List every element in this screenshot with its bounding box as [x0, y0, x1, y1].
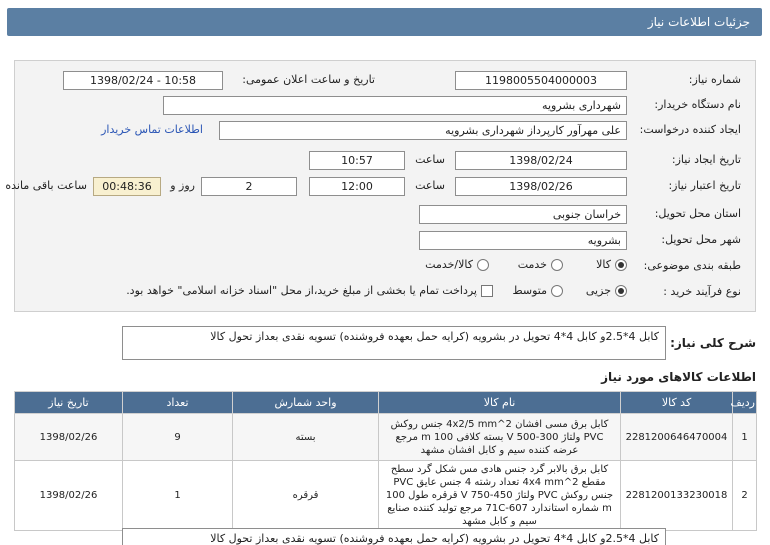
- item-unit: قرقره: [233, 461, 379, 531]
- validity-date-label: تاریخ اعتبار نیاز:: [668, 179, 741, 192]
- col-unit-header: واحد شمارش: [233, 392, 379, 414]
- item-qty: 9: [123, 414, 233, 461]
- created-time-label: ساعت: [415, 153, 445, 166]
- need-number-label: شماره نیاز:: [688, 73, 741, 86]
- created-time-field[interactable]: 10:57: [309, 151, 405, 170]
- buyer-contact-link[interactable]: اطلاعات تماس خریدار: [101, 123, 203, 136]
- checkbox-icon[interactable]: [481, 285, 493, 297]
- col-name-header: نام کالا: [379, 392, 621, 414]
- validity-date-field[interactable]: 1398/02/26: [455, 177, 627, 196]
- category-option-goods[interactable]: کالا: [596, 258, 627, 271]
- table-header-row: [15, 392, 757, 414]
- need-details-panel: [5, 60, 756, 312]
- created-date-label: تاریخ ایجاد نیاز:: [671, 153, 741, 166]
- province-field[interactable]: خراسان جنوبی: [419, 205, 627, 224]
- buyer-org-label: نام دستگاه خریدار:: [654, 98, 741, 111]
- item-code: 2281200133230018: [621, 461, 733, 531]
- validity-days-field[interactable]: 2: [201, 177, 297, 196]
- item-qty: 1: [123, 461, 233, 531]
- remaining-time-field: 00:48:36: [93, 177, 161, 196]
- radio-selected-icon[interactable]: [615, 259, 627, 271]
- item-unit: بسته: [233, 414, 379, 461]
- general-description-label: شرح کلی نیاز:: [670, 336, 756, 350]
- radio-icon[interactable]: [551, 259, 563, 271]
- item-name: کابل برق بالابر گرد جنس هادی مس شکل گرد سطح مقطع 4x4 mm^2 تعداد رشته 4 جنس عایق PVC جنس روکش PVC ولتاژ 450-750 V قرقره طول 100 m شماره استاندارد 607-71C مرجع تولید کننده صنایع سیم و کابل مشهد: [379, 461, 621, 531]
- category-option-service[interactable]: خدمت: [518, 258, 563, 271]
- item-date: 1398/02/26: [15, 461, 123, 531]
- created-date-field[interactable]: 1398/02/24: [455, 151, 627, 170]
- remaining-time-label: ساعت باقی مانده: [5, 179, 87, 192]
- item-date: 1398/02/26: [15, 414, 123, 461]
- need-number-field[interactable]: 1198005504000003: [455, 71, 627, 90]
- goods-table: [14, 391, 757, 531]
- category-option-goods-service[interactable]: کالا/خدمت: [425, 258, 489, 271]
- days-label: روز و: [170, 179, 195, 192]
- validity-time-label: ساعت: [415, 179, 445, 192]
- row-number: 1: [733, 414, 757, 461]
- col-row-header: ردیف: [733, 392, 757, 414]
- row-number: 2: [733, 461, 757, 531]
- purchase-type-label: نوع فرآیند خرید :: [663, 285, 741, 298]
- purchase-type-option-medium[interactable]: متوسط: [512, 284, 563, 297]
- announce-datetime-label: تاریخ و ساعت اعلان عمومی:: [242, 73, 375, 86]
- table-row[interactable]: [15, 414, 757, 461]
- item-name: کابل برق مسی افشان 4x2/5 mm^2 جنس روکش PVC ولتاژ 300-500 V بسته کلافی 100 m مرجع عرضه کننده سیم و کابل افشان مشهد: [379, 414, 621, 461]
- requester-field[interactable]: علی مهرآور کارپرداز شهرداری بشرویه: [219, 121, 627, 140]
- category-label: طبقه بندی موضوعی:: [643, 259, 741, 272]
- announce-datetime-field[interactable]: 1398/02/24 - 10:58: [63, 71, 223, 90]
- validity-time-field[interactable]: 12:00: [309, 177, 405, 196]
- footer-description-field[interactable]: کابل 4*2.5و کابل 4*4 تحویل در بشرویه (کرایه حمل بعهده فروشنده) تسویه نقدی بعداز تحول کالا: [122, 528, 666, 545]
- col-qty-header: تعداد: [123, 392, 233, 414]
- province-label: استان محل تحویل:: [654, 207, 741, 220]
- col-date-header: تاریخ نیاز: [15, 392, 123, 414]
- treasury-payment-checkbox[interactable]: پرداخت تمام یا بخشی از مبلغ خرید،از محل "اسناد خزانه اسلامی" خواهد بود.: [126, 284, 493, 297]
- purchase-type-option-minor[interactable]: جزیی: [586, 284, 627, 297]
- table-row[interactable]: [15, 461, 757, 531]
- goods-section-title: اطلاعات کالاهای مورد نیاز: [601, 370, 756, 384]
- page-title: جزئیات اطلاعات نیاز: [7, 8, 762, 36]
- buyer-org-field[interactable]: شهرداری بشرویه: [163, 96, 627, 115]
- radio-selected-icon[interactable]: [615, 285, 627, 297]
- city-label: شهر محل تحویل:: [661, 233, 741, 246]
- item-code: 2281200646470004: [621, 414, 733, 461]
- city-field[interactable]: بشرویه: [419, 231, 627, 250]
- col-code-header: کد کالا: [621, 392, 733, 414]
- general-description-field[interactable]: کابل 4*2.5و کابل 4*4 تحویل در بشرویه (کرایه حمل بعهده فروشنده) تسویه نقدی بعداز تحول کالا: [122, 326, 666, 360]
- requester-label: ایجاد کننده درخواست:: [639, 123, 741, 136]
- radio-icon[interactable]: [477, 259, 489, 271]
- radio-icon[interactable]: [551, 285, 563, 297]
